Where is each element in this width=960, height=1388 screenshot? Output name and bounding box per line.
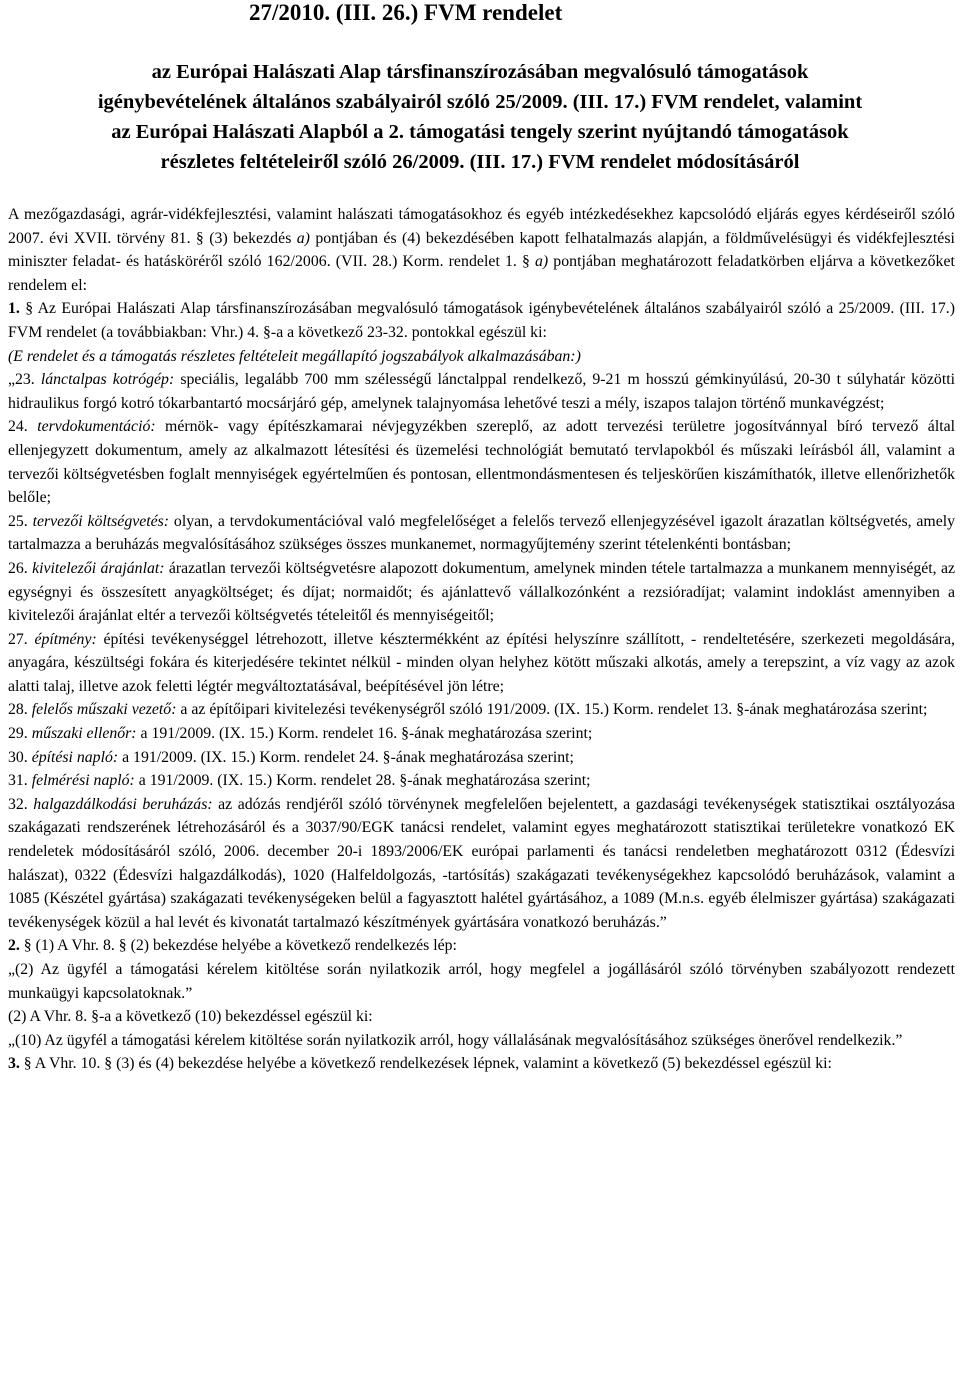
section-text: § (1) A Vhr. 8. § (2) bekezdése helyébe a következő rendelkezés lép:: [19, 937, 457, 955]
point-text: a az építőipari kivitelezési tevékenységről szóló 191/2009. (IX. 15.) Korm. rendelet 13. §-ának meghatározása szerint;: [176, 701, 928, 719]
point-term: műszaki ellenőr:: [31, 725, 137, 743]
point-term: kivitelezői árajánlat:: [32, 559, 165, 577]
point-number: „23.: [8, 371, 41, 389]
point-text: speciális, legalább 700 mm szélességű lánctalppal rendelkező, 9-21 m hosszú gémkinyúlású, 20-30 t súlyhatár közötti hidraulikus forgó kotró tókarbantartó mocsárjáró gép, amelynek talajnyomása lehetővé teszi a mély, iszapos talajon történő munkavégzést;: [8, 371, 955, 412]
definition-point: [8, 769, 955, 793]
intro-point-ref: a): [296, 229, 310, 247]
point-text: az adózás rendjéről szóló törvénynek megfelelően bejelentett, a gazdasági tevékenységek statisztikai osztályozása szakágazati rendszerének létrehozásáról és a 3037/90/EGK tanácsi rendelet, valamint egyes meghatározott statisztikai területekre vonatkozó EK rendeletek módosításáról szóló, 2006. december 20-i 1893/2006/EK európai parlamenti és tanácsi rendeletben meghatározott 0312 (Édesvízi halászat), 0322 (Édesvízi halgazdálkodás), 1020 (Halfeldolgozás, -tartósítás) szakágazati tevékenységekhez kapcsolódó beruházások, valamint a 1085 (Készétel gyártása) szakágazati tevékenységeken belül a fagyasztott halétel gyártásához, a 1089 (M.n.s. egyéb élelmiszer gyártása) szakágazati tevékenységek közül a hal levét és kivonatát tartalmazó készítmények gyártására vonatkozó beruházás.”: [8, 795, 955, 931]
point-text: olyan, a tervdokumentációval való megfelelőséget a felelős tervező ellenjegyzésével igazolt árazatlan költségvetés, amely tartalmazza a beruházás megvalósításához szükséges összes munkanemet, normagyűjtemény szerint tételenkénti bontásban;: [8, 512, 956, 554]
intro-point-ref: a): [534, 253, 549, 271]
section-1: [8, 297, 955, 344]
definition-point: [8, 722, 955, 746]
quoted-provision: „(2) Az ügyfél a támogatási kérelem kitöltése során nyilatkozik arról, hogy megfelel a jogállásáról szóló törvényben szabályozott rendezett munkaügyi kapcsolatoknak.”: [8, 961, 955, 1002]
point-number: 31.: [8, 772, 32, 790]
section-2: [8, 934, 955, 958]
subtitle-line: az Európai Halászati Alapból a 2. támogatási tengely szerint nyújtandó támogatások: [111, 121, 849, 143]
point-number: 27.: [8, 630, 35, 648]
section-number: 2.: [8, 937, 20, 955]
section-number: 3.: [8, 1055, 20, 1073]
point-term: felelős műszaki vezető:: [31, 701, 177, 719]
point-text: a 191/2009. (IX. 15.) Korm. rendelet 16. §-ának meghatározása szerint;: [136, 725, 593, 743]
point-number: 24.: [8, 418, 38, 436]
subtitle-line: részletes feltételeiről szóló 26/2009. (III. 17.) FVM rendelet módosításáról: [160, 151, 800, 173]
definition-point: [8, 510, 955, 557]
intro-text: A mezőgazdasági, agrár-vidékfejlesztési, valamint halászati támogatásokhoz és egyéb intézkedésekhez kapcsolódó eljárás egyes kérdéseiről szóló 2007. évi XVII. törvény 81. § (3) bekezdés: [8, 206, 955, 247]
quoted-provision: „(10) Az ügyfél a támogatási kérelem kitöltése során nyilatkozik arról, hogy vállalásának megvalósításához szükséges önerővel rendelkezik.”: [8, 1031, 903, 1049]
section-number: 1.: [8, 300, 20, 318]
point-number: 25.: [8, 512, 33, 530]
definition-point: [8, 415, 955, 509]
context-heading-text: (E rendelet és a támogatás részletes feltételeit megállapító jogszabályok alkalmazásában:): [8, 347, 581, 365]
section-text: § Az Európai Halászati Alap társfinanszírozásában megvalósuló támogatások igénybevételének általános szabályairól szóló a 25/2009. (III. 17.) FVM rendelet (a továbbiakban: Vhr.) 4. §-a a következő 23-32. pontokkal egészül ki:: [8, 300, 955, 341]
definition-point: [8, 698, 955, 722]
point-text: árazatlan tervezői költségvetésre alapozott dokumentum, amelynek minden tétele tartalmazza a munkanem mennyiségét, az egységnyi és összesített anyagköltséget; és díjat; normaidőt; és ajánlattevő vállalkozónként a rezsióradíjat; valamint indoklást amennyiben a kivitelezői árajánlat eltér a tervezői költségvetés tételeitől és mennyiségeitől;: [8, 559, 955, 625]
definition-point: [8, 793, 955, 935]
document-body: [8, 203, 955, 1076]
point-number: 26.: [8, 559, 33, 577]
definition-point: [8, 557, 955, 628]
point-term: építési napló:: [31, 748, 119, 766]
point-number: 28.: [8, 701, 32, 719]
point-term: lánctalpas kotrógép:: [40, 371, 175, 389]
document-title: 27/2010. (III. 26.) FVM rendelet: [249, 0, 563, 25]
intro-text: pontjában és (4) bekezdésében kapott felhatalmazás alapján, a földművelésügyi és vidékfejlesztési miniszter feladat- és hatásköréről szóló 162/2006. (VII. 28.) Korm. rendelet 1. §: [8, 229, 955, 271]
subtitle-line: igénybevételének általános szabályairól szóló 25/2009. (III. 17.) FVM rendelet, valamint: [97, 91, 863, 113]
point-term: építmény:: [34, 630, 97, 648]
definition-point: [8, 746, 955, 770]
definition-point: [8, 368, 955, 415]
section-3: [8, 1052, 955, 1076]
point-number: 29.: [8, 725, 32, 743]
point-text: építési tevékenységgel létrehozott, illetve késztermékként az építési helyszínre szállított, - rendeltetésére, szerkezeti megoldására, anyagára, készültségi fokára és kiterjedésére tekintet nélkül - minden olyan helyhez kötött műszaki alkotás, amely a terepszint, a víz vagy az azok alatti talaj, illetve azok feletti légtér megváltoztatásával, beépítésével jön létre;: [8, 630, 955, 695]
section-2-paragraph-2: (2) A Vhr. 8. §-a a következő (10) bekezdéssel egészül ki:: [8, 1008, 373, 1026]
point-text: a 191/2009. (IX. 15.) Korm. rendelet 28. §-ának meghatározása szerint;: [134, 772, 591, 790]
point-number: 32.: [8, 795, 34, 813]
point-term: halgazdálkodási beruházás:: [33, 795, 213, 813]
point-text: a 191/2009. (IX. 15.) Korm. rendelet 24. §-ának meghatározása szerint;: [118, 748, 574, 766]
point-term: felmérési napló:: [31, 772, 135, 790]
definition-point: [8, 628, 955, 699]
point-term: tervezői költségvetés:: [32, 512, 170, 530]
point-number: 30.: [8, 748, 32, 766]
point-term: tervdokumentáció:: [37, 418, 156, 436]
subtitle-line: az Európai Halászati Alap társfinanszírozásában megvalósuló támogatások: [151, 61, 809, 83]
context-heading: [8, 345, 955, 369]
point-text: mérnök- vagy építészkamarai névjegyzékben szereplő, az adott tervezési területre jogosítvánnyal bíró tervező által ellenjegyzett dokumentum, amely az alkalmazott létesítési és üzemelési technológiát bemutató tervlapokból és műszaki leírásból áll, valamint a tervezői költségvetésben foglalt mennyiségek egyértelműen és pontosan, ellentmondásmentesen és teljeskörűen kiszámíthatók, illetve ellenőrizhetők belőle;: [8, 418, 955, 507]
intro-text: pontjában meghatározott feladatkörben eljárva a következőket rendelem el:: [8, 253, 955, 294]
section-text: § A Vhr. 10. § (3) és (4) bekezdése helyébe a következő rendelkezések lépnek, valamint a következő (5) bekezdéssel egészül ki:: [19, 1055, 832, 1073]
intro-paragraph: [8, 203, 955, 297]
document-subtitle: [30, 57, 930, 177]
